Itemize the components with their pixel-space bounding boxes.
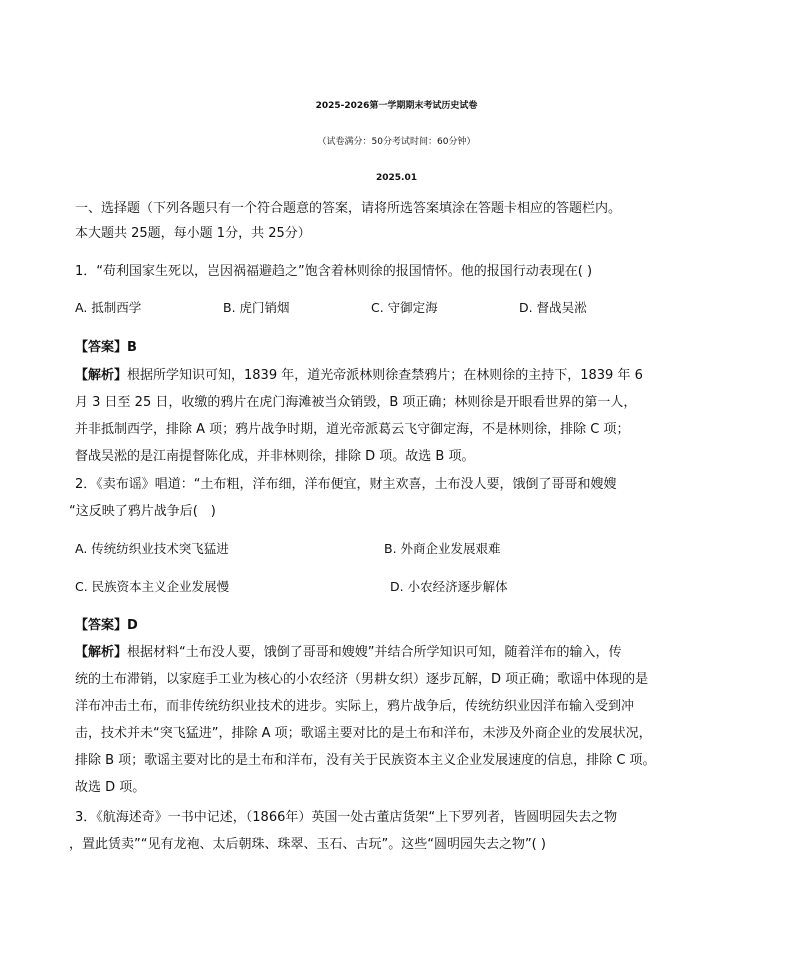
q1-answer [75, 340, 137, 356]
q3-stem-line-1: 3．《航海述奇》一书中记述，（1866年）英国一处古董店货架“上下罗列者，皆圆明园失去之物 [75, 810, 618, 825]
exam-title: 2025-2026第一学期期末考试历史试卷 [315, 101, 478, 111]
q2-analysis-line-1 [75, 645, 622, 661]
q2-stem-line-1: 2．《卖布谣》唱道：“土布粗，洋布细，洋布便宜，财主欢喜，土布没人要，饿倒了哥哥和嫂嫂 [75, 477, 617, 492]
q2-option-d: D. 小农经济逐步解体 [390, 579, 508, 594]
q1-analysis-tag: 【解析】 [75, 368, 128, 383]
q1-analysis-line-2: 月 3 日至 25 日，收缴的鸦片在虎门海滩被当众销毁，B 项正确；林则徐是开眼看世界的第一人， [75, 395, 637, 410]
q2-analysis-line-6: 故选 D 项。 [75, 780, 146, 795]
q1-stem: 1．“苟利国家生死以，岂因祸福避趋之”饱含着林则徐的报国情怀。他的报国行动表现在( ) [75, 264, 593, 279]
q2-analysis-text-1: 根据材料“土布没人要，饿倒了哥哥和嫂嫂”并结合所学知识可知，随着洋布的输入，传 [127, 645, 622, 660]
q2-option-c: C. 民族资本主义企业发展慢 [75, 579, 230, 594]
q2-answer-tag: 【答案】 [75, 618, 128, 633]
q1-analysis-line-3: 并非抵制西学，排除 A 项；鸦片战争时期，道光帝派葛云飞守御定海，不是林则徐，排除 C 项； [75, 422, 630, 437]
section-heading-line-1: 一、选择题（下列各题只有一个符合题意的答案，请将所选答案填涂在答题卡相应的答题栏内。 [75, 201, 622, 216]
q1-option-a: A. 抵制西学 [75, 300, 142, 315]
q2-analysis-line-5: 排除 B 项；歌谣主要对比的是土布和洋布，没有关于民族资本主义企业发展速度的信息，排除 C 项。 [75, 753, 656, 768]
section-heading-line-2: 本大题共 25题，每小题 1分，共 25分） [75, 226, 311, 241]
q2-answer [75, 618, 138, 634]
q2-option-a: A. 传统纺织业技术突飞猛进 [75, 541, 229, 556]
q1-option-b: B. 虎门销烟 [223, 300, 290, 315]
q1-answer-value: B [127, 340, 137, 355]
q1-analysis-line-4: 督战吴淞的是江南提督陈化成，并非林则徐，排除 D 项。故选 B 项。 [75, 449, 475, 464]
q2-analysis-tag: 【解析】 [75, 645, 128, 660]
exam-date: 2025.01 [376, 173, 417, 183]
q2-stem-line-2: “这反映了鸦片战争后( ) [69, 504, 216, 519]
q1-option-c: C. 守御定海 [371, 300, 438, 315]
q2-analysis-line-4: 击，技术并未“突飞猛进”，排除 A 项；歌谣主要对比的是土布和洋布，未涉及外商企业的发展状况， [75, 726, 652, 741]
q1-analysis-line-1 [75, 368, 643, 384]
q1-answer-tag: 【答案】 [75, 340, 128, 355]
q2-analysis-line-2: 统的土布滞销，以家庭手工业为核心的小农经济（男耕女织）逐步瓦解，D 项正确；歌谣中体现的是 [75, 672, 649, 687]
q2-analysis-line-3: 洋布冲击土布，而非传统纺织业技术的进步。实际上，鸦片战争后，传统纺织业因洋布输入受到冲 [75, 699, 635, 714]
exam-subtitle: （试卷满分：50分考试时间：60分钟） [317, 137, 476, 147]
q2-option-b: B. 外商企业发展艰难 [384, 541, 501, 556]
q1-option-d: D. 督战吴淞 [519, 300, 587, 315]
q3-stem-line-2: ，置此赁卖”“见有龙袍、太后朝珠、珠翠、玉石、古玩”。这些“圆明园失去之物”( ) [69, 837, 546, 852]
q1-analysis-text-1: 根据所学知识可知，1839 年，道光帝派林则徐查禁鸦片；在林则徐的主持下，1839 年 6 [127, 368, 643, 383]
q2-answer-value: D [127, 618, 138, 633]
